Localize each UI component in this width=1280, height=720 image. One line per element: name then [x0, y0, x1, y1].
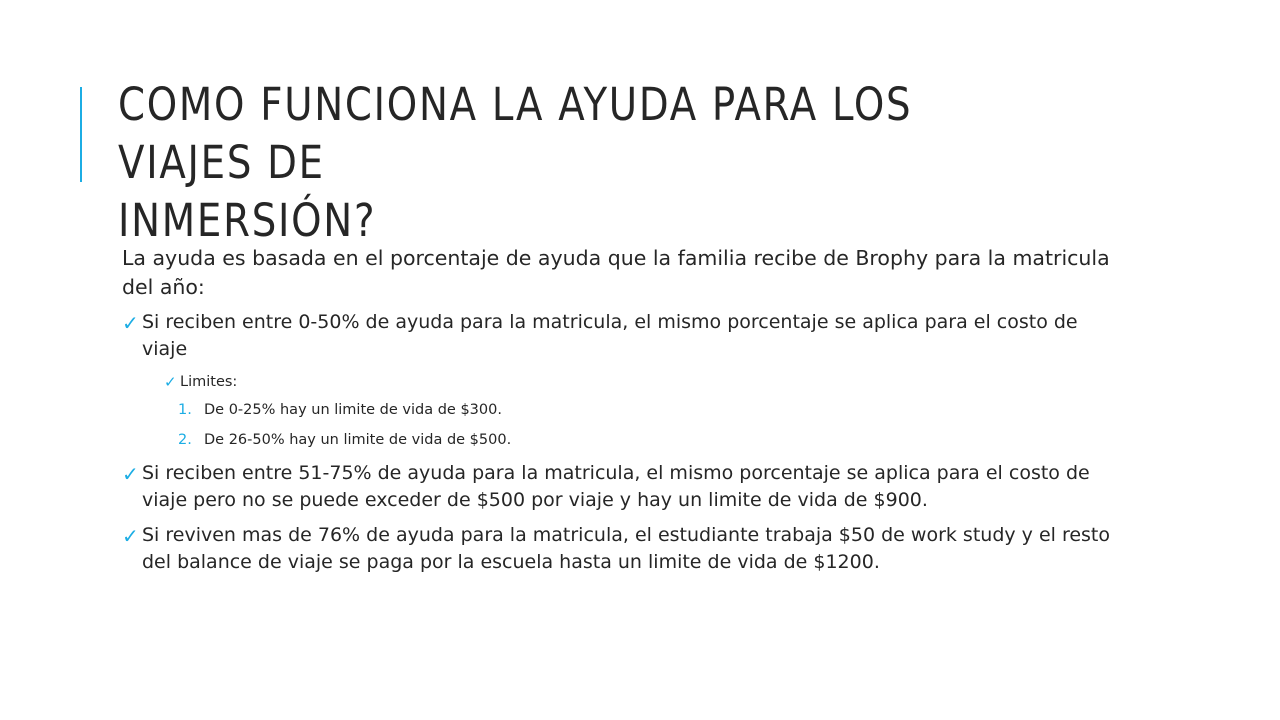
bullet-item-3 — [122, 522, 1122, 576]
bullet-item-2 — [122, 460, 1122, 514]
list-number: 2. — [178, 432, 192, 448]
checkmark-icon: ✓ — [122, 524, 139, 548]
checkmark-icon: ✓ — [122, 311, 139, 335]
list-number: 1. — [178, 402, 192, 418]
intro-paragraph: La ayuda es basada en el porcentaje de ayuda que la familia recibe de Brophy para la matricula del año: — [122, 246, 1110, 299]
title-accent-bar — [80, 87, 82, 182]
bullet-text-1: Si reciben entre 0-50% de ayuda para la matricula, el mismo porcentaje se aplica para el costo de viaje — [142, 311, 1078, 360]
bullet-text-2: Si reciben entre 51-75% de ayuda para la matricula, el mismo porcentaje se aplica para el costo de viaje pero no se puede exceder de $500 por viaje y hay un limite de vida de $900. — [142, 462, 1090, 511]
slide-title — [118, 76, 1047, 250]
bullet-text-3: Si reviven mas de 76% de ayuda para la matricula, el estudiante trabaja $50 de work study y el resto del balance de viaje se paga por la escuela hasta un limite de vida de $1200. — [142, 524, 1111, 573]
sub-bullet-label: Limites: — [180, 374, 238, 390]
numbered-item-1 — [142, 400, 1122, 420]
slide-title-line-2: INMERSIÓN? — [118, 194, 377, 247]
numbered-item-text: De 26-50% hay un limite de vida de $500. — [204, 432, 512, 448]
numbered-list — [142, 400, 1122, 450]
bullet-item-1 — [122, 309, 1122, 450]
slide-body — [122, 244, 1122, 584]
checkmark-icon: ✓ — [122, 462, 139, 486]
sub-bullet-limits — [142, 372, 1122, 392]
numbered-item-text: De 0-25% hay un limite de vida de $300. — [204, 402, 502, 418]
numbered-item-2 — [142, 430, 1122, 450]
slide-title-line-1: COMO FUNCIONA LA AYUDA PARA LOS VIAJES DE — [118, 78, 913, 189]
checkmark-icon: ✓ — [164, 373, 177, 391]
